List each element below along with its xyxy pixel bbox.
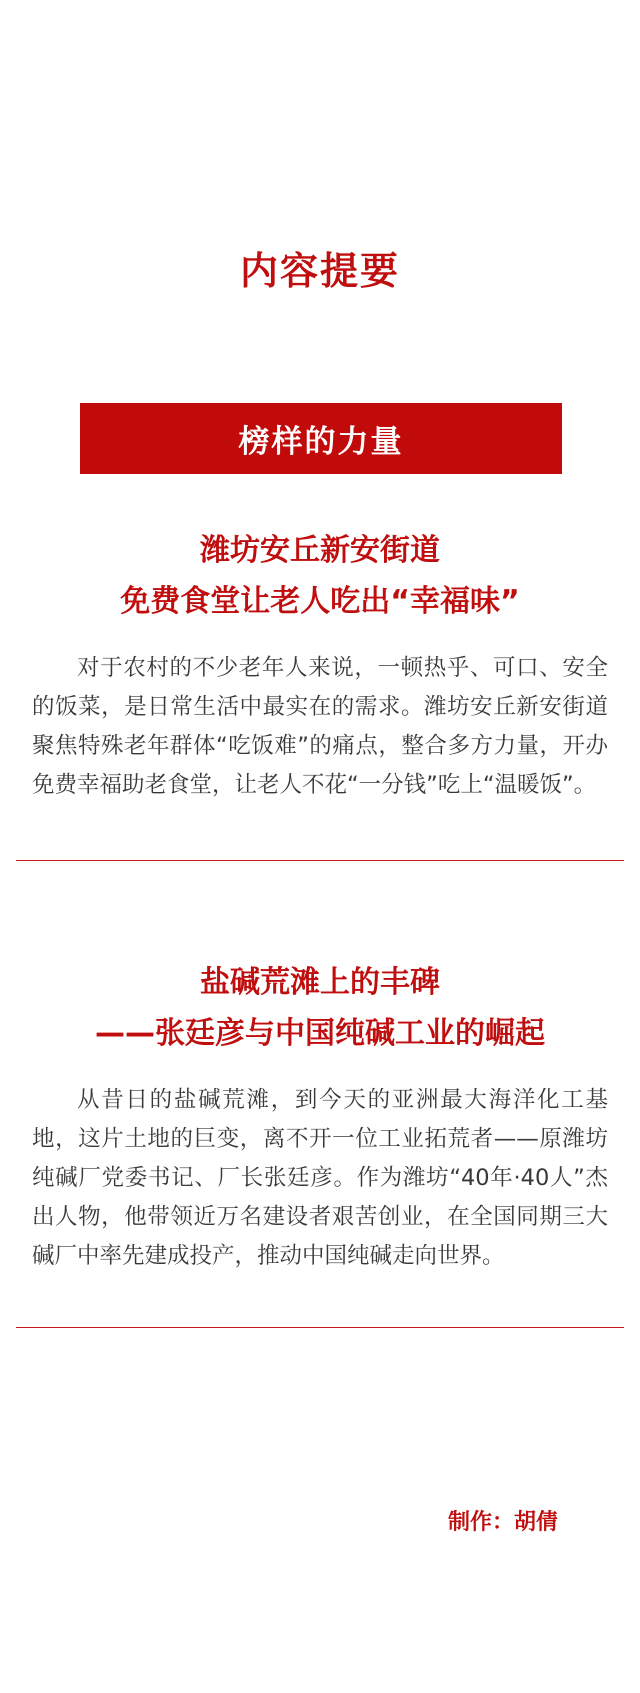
page-title: 内容提要 — [239, 249, 400, 293]
article-title[interactable] — [0, 525, 640, 627]
article-summary: 从昔日的盐碱荒滩，到今天的亚洲最大海洋化工基地，这片土地的巨变，离不开一位工业拓荒者——原潍坊纯碱厂党委书记、厂长张廷彦。作为潍坊“40年·40人”杰出人物，他带领近万名建设者艰苦创业，在全国同期三大碱厂中率先建成投产，推动中国纯碱走向世界。 — [32, 1087, 608, 1269]
article-title-line2: ——张廷彦与中国纯碱工业的崛起 — [95, 1016, 545, 1051]
author-credit: 制作：胡倩 — [447, 1510, 558, 1535]
section-banner — [80, 403, 562, 474]
section-divider — [16, 1327, 624, 1328]
section-banner-label: 榜样的力量 — [238, 424, 404, 460]
article-summary: 对于农村的不少老年人来说，一顿热乎、可口、安全的饭菜，是日常生活中最实在的需求。潍坊安丘新安街道聚焦特殊老年群体“吃饭难”的痛点，整合多方力量，开办免费幸福助老食堂，让老人不花“一分钱”吃上“温暖饭”。 — [32, 655, 608, 798]
article-card — [0, 957, 640, 1276]
article-card — [0, 525, 640, 805]
article-title[interactable] — [0, 957, 640, 1059]
article-title-line2: 免费食堂让老人吃出“幸福味” — [120, 584, 520, 619]
article-title-line1: 盐碱荒滩上的丰碑 — [200, 965, 440, 1000]
article-title-line1: 潍坊安丘新安街道 — [200, 533, 440, 568]
section-divider — [16, 860, 624, 861]
